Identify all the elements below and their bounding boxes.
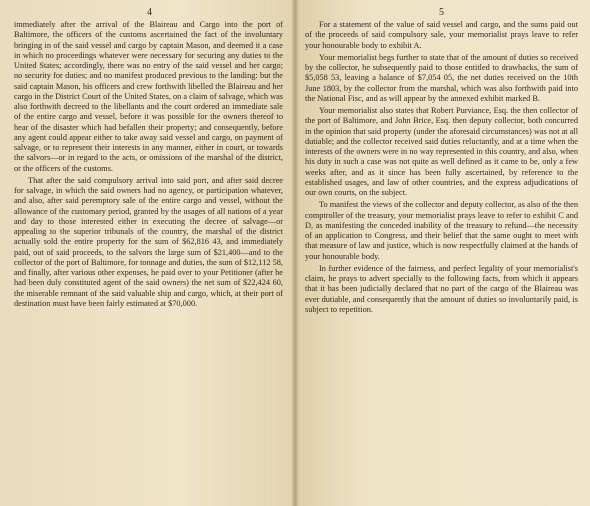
- paragraph: Your memorialist also states that Robert Purviance, Esq. the then collector of the port of Baltimore, and John Brice, Esq. then deputy collector, both concurred in the opinion that said property (under the aforesaid circumstances) was not at all dutiable; and the collector received said duties reluctantly, and at a time when the interests of the owners were in no way represented in this country, and also, when his duty in such a case was not quite as well defined as it came to be, only a few weeks after, and as it since has been fully ascertained, by reference to the established usages, and law of other countries, and the express adjudications of our own courts, on the subject.: [305, 106, 578, 197]
- page-body: [14, 20, 285, 309]
- paragraph: Your memorialist begs further to state that of the amount of duties so received by the collector, he subsequently paid to those entitled to drawbacks, the sum of $5,058 53, leaving a balance of $7,054 05, the net duties received on the 10th June 1803, by the collector from the marshal, which was also forthwith paid into the National Fisc, and as will appear by the annexed exhibit marked B.: [305, 52, 578, 103]
- paragraph: immediately after the arrival of the Blaireau and Cargo into the port of Baltimore, the officers of the customs ascertained the fact of the involuntary bringing in of the said vessel and cargo by captain Mason, and deemed it a case in which no proceedings whatever were necessary for securing any duties to the United States; accordingly, there was no entry of the said vessel and her cargo; no security for duties; and no manifest produced previous to the landing: but the said captain Mason, his officers and crew forthwith libelled the Blaireau and her cargo in the District Court of the United States, on a claim of salvage, which was also forthwith decreed to the libellants and the court ordered an immediate sale of the entire cargo and vessel, before it was possible for the owners thereof to hear of the disaster which had befallen their property; and consequently, before any agent could appear either to take away said vessel and cargo, on payment of salvage, or to represent their interests in any manner, either in court, or towards the salvors—or in regard to the acts, or omissions of the marshal of the district, or the officers of the customs.: [14, 20, 283, 173]
- page-number: 4: [147, 7, 152, 18]
- page-body: [305, 20, 578, 315]
- page-number: 5: [439, 7, 444, 18]
- paragraph: That after the said compulsory arrival into said port, and after said decree for salvage, in which the said owners had no agency, or participation whatever, and also, after said peremptory sale of the entire cargo and vessel, without the allowance of the customary period, granted by the usages of all nations of a year and day to those interested either in executing the decree of salvage—or appealing to the superior tribunals of the country, the marshal of the district actually sold the entire property for the sum of $62,816 43, and immediately paid, out of said proceeds, to the salvors the large sum of $21,400—and to the collector of the port of Baltimore, for tonnage and duties, the sum of $12,112 58, and finally, after various other expenses, he paid over to your Petitioner (after he had been duly constituted agent of the said owners) the net sum of $22,424 60, the miserable remnant of the said valuable ship and cargo, which, at their port of destination must have been fairly estimated at $70,000.: [14, 175, 283, 308]
- right-page: [295, 0, 590, 506]
- book-gutter: [291, 0, 299, 506]
- paragraph: In further evidence of the fairness, and perfect legality of your memorialist's claim, he prays to advert specially to the following facts, from which it appears that it has been judicially declared that no part of the cargo of the Blaireau was ever dutiable, and consequently that the amount of duties so involuntarily paid, is subject to repetition.: [305, 263, 578, 314]
- paragraph: For a statement of the value of said vessel and cargo, and the sums paid out of the proceeds of said compulsory sale, your memorialist prays leave to refer your honourable body to exhibit A.: [305, 20, 578, 50]
- paragraph: To manifest the views of the collector and deputy collector, as also of the then comptroller of the treasury, your memorialist prays leave to refer to exhibit C and D, as manifesting the conceded inability of the treasury to refund—the necessity of an application to Congress, and their belief that the same ought to meet with that measure of law and justice, which is now respectfully claimed at the hands of your honourable body.: [305, 200, 578, 261]
